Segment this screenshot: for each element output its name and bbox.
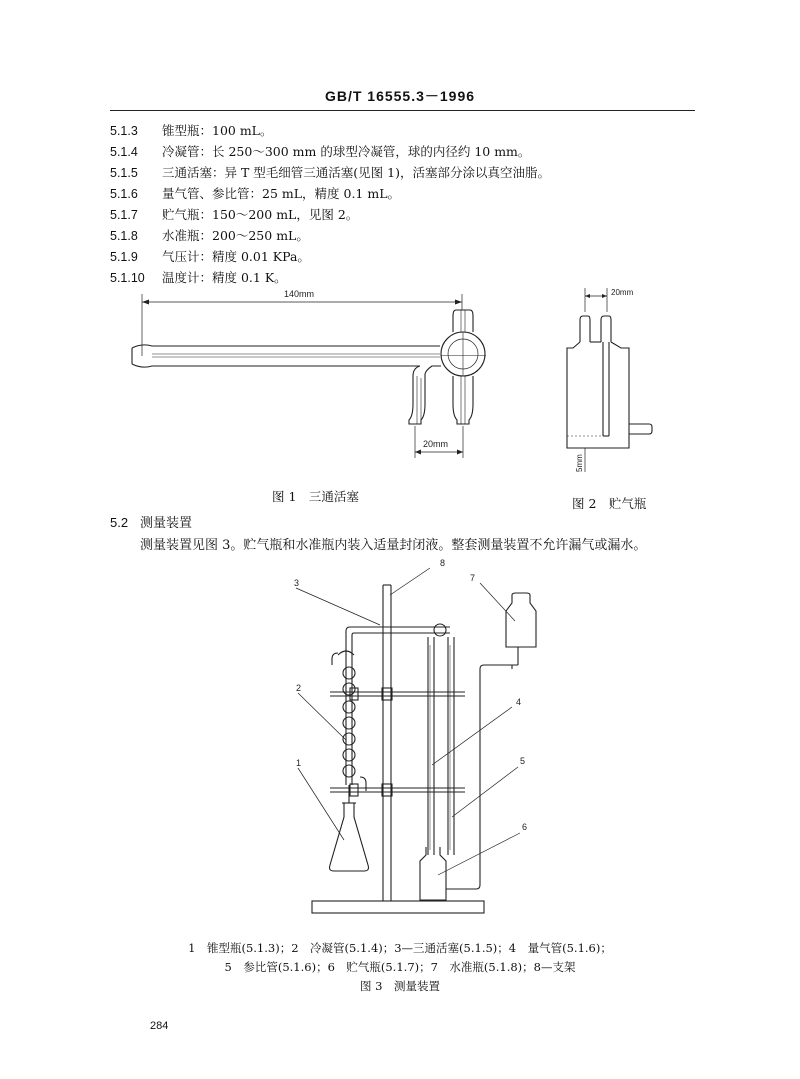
item-text: 三通活塞：异 T 型毛细管三通活塞(见图 1)，活塞部分涂以真空油脂。 (162, 165, 550, 180)
fig3-label-6: 6 (522, 822, 528, 832)
fig3-label-3: 3 (294, 578, 300, 588)
item-text: 冷凝管：长 250～300 mm 的球型冷凝管，球的内径约 10 mm。 (162, 144, 531, 159)
list-item (110, 144, 530, 160)
list-item (110, 249, 310, 265)
item-number: 5.1.6 (110, 187, 138, 201)
section-number: 5.2 (110, 515, 129, 530)
item-number: 5.1.5 (110, 166, 138, 180)
fig2-width-dimension: 20mm (611, 288, 634, 297)
item-text: 贮气瓶：150～200 mL，见图 2。 (162, 207, 359, 222)
list-item (110, 270, 287, 286)
figure-3-legend-line-2: 5 参比管(5.1.6)；6 贮气瓶(5.1.7)；7 水准瓶(5.1.8)；8—支架 (224, 960, 576, 974)
list-item (110, 123, 273, 139)
figure-2-caption: 图 2 贮气瓶 (572, 496, 647, 511)
list-item (110, 207, 358, 223)
fig1-width-dimension: 20mm (423, 439, 449, 449)
figure-3-caption: 图 3 测量装置 (360, 979, 440, 993)
fig1-length-dimension: 140mm (284, 289, 315, 299)
fig3-label-5: 5 (520, 756, 526, 766)
fig3-label-2: 2 (296, 683, 302, 693)
header-rule (110, 110, 695, 111)
fig3-label-4: 4 (516, 697, 522, 707)
section-title: 测量装置 (140, 516, 193, 531)
item-text: 量气管、参比管：25 mL，精度 0.1 mL。 (162, 186, 401, 201)
item-text: 锥型瓶：100 mL。 (162, 123, 273, 138)
item-number: 5.1.8 (110, 229, 138, 243)
item-text: 气压计：精度 0.01 KPa。 (162, 249, 310, 264)
item-number: 5.1.7 (110, 208, 138, 222)
page-number: 284 (150, 1020, 169, 1032)
section-paragraph: 测量装置见图 3。贮气瓶和水准瓶内装入适量封闭液。整套测量装置不允许漏气或漏水。 (140, 538, 647, 553)
item-number: 5.1.4 (110, 145, 138, 159)
figure-2-gas-bottle-drawing (545, 286, 665, 476)
figure-1-caption: 图 1 三通活塞 (272, 489, 359, 504)
item-text: 温度计：精度 0.1 K。 (162, 270, 287, 285)
list-item (110, 186, 400, 202)
item-number: 5.1.10 (110, 271, 145, 285)
fig3-label-1: 1 (296, 758, 302, 768)
item-text: 水准瓶：200～250 mL。 (162, 228, 309, 243)
figure-3-legend-line-1: 1 锥型瓶(5.1.3)；2 冷凝管(5.1.4)；3—三通活塞(5.1.5)；4 量气管(5.1.6)； (188, 941, 612, 955)
item-number: 5.1.9 (110, 250, 138, 264)
fig3-label-7: 7 (470, 573, 476, 583)
fig2-height-dimension: 5mm (575, 454, 584, 472)
list-item (110, 228, 309, 244)
figure-1-stopcock-drawing (120, 286, 500, 466)
document-header: GB/T 16555.3－1996 (324, 88, 476, 104)
fig3-label-8: 8 (440, 558, 446, 568)
section-heading (110, 512, 192, 531)
figure-3-apparatus-drawing (280, 555, 560, 925)
list-item (110, 165, 550, 181)
item-number: 5.1.3 (110, 124, 138, 138)
